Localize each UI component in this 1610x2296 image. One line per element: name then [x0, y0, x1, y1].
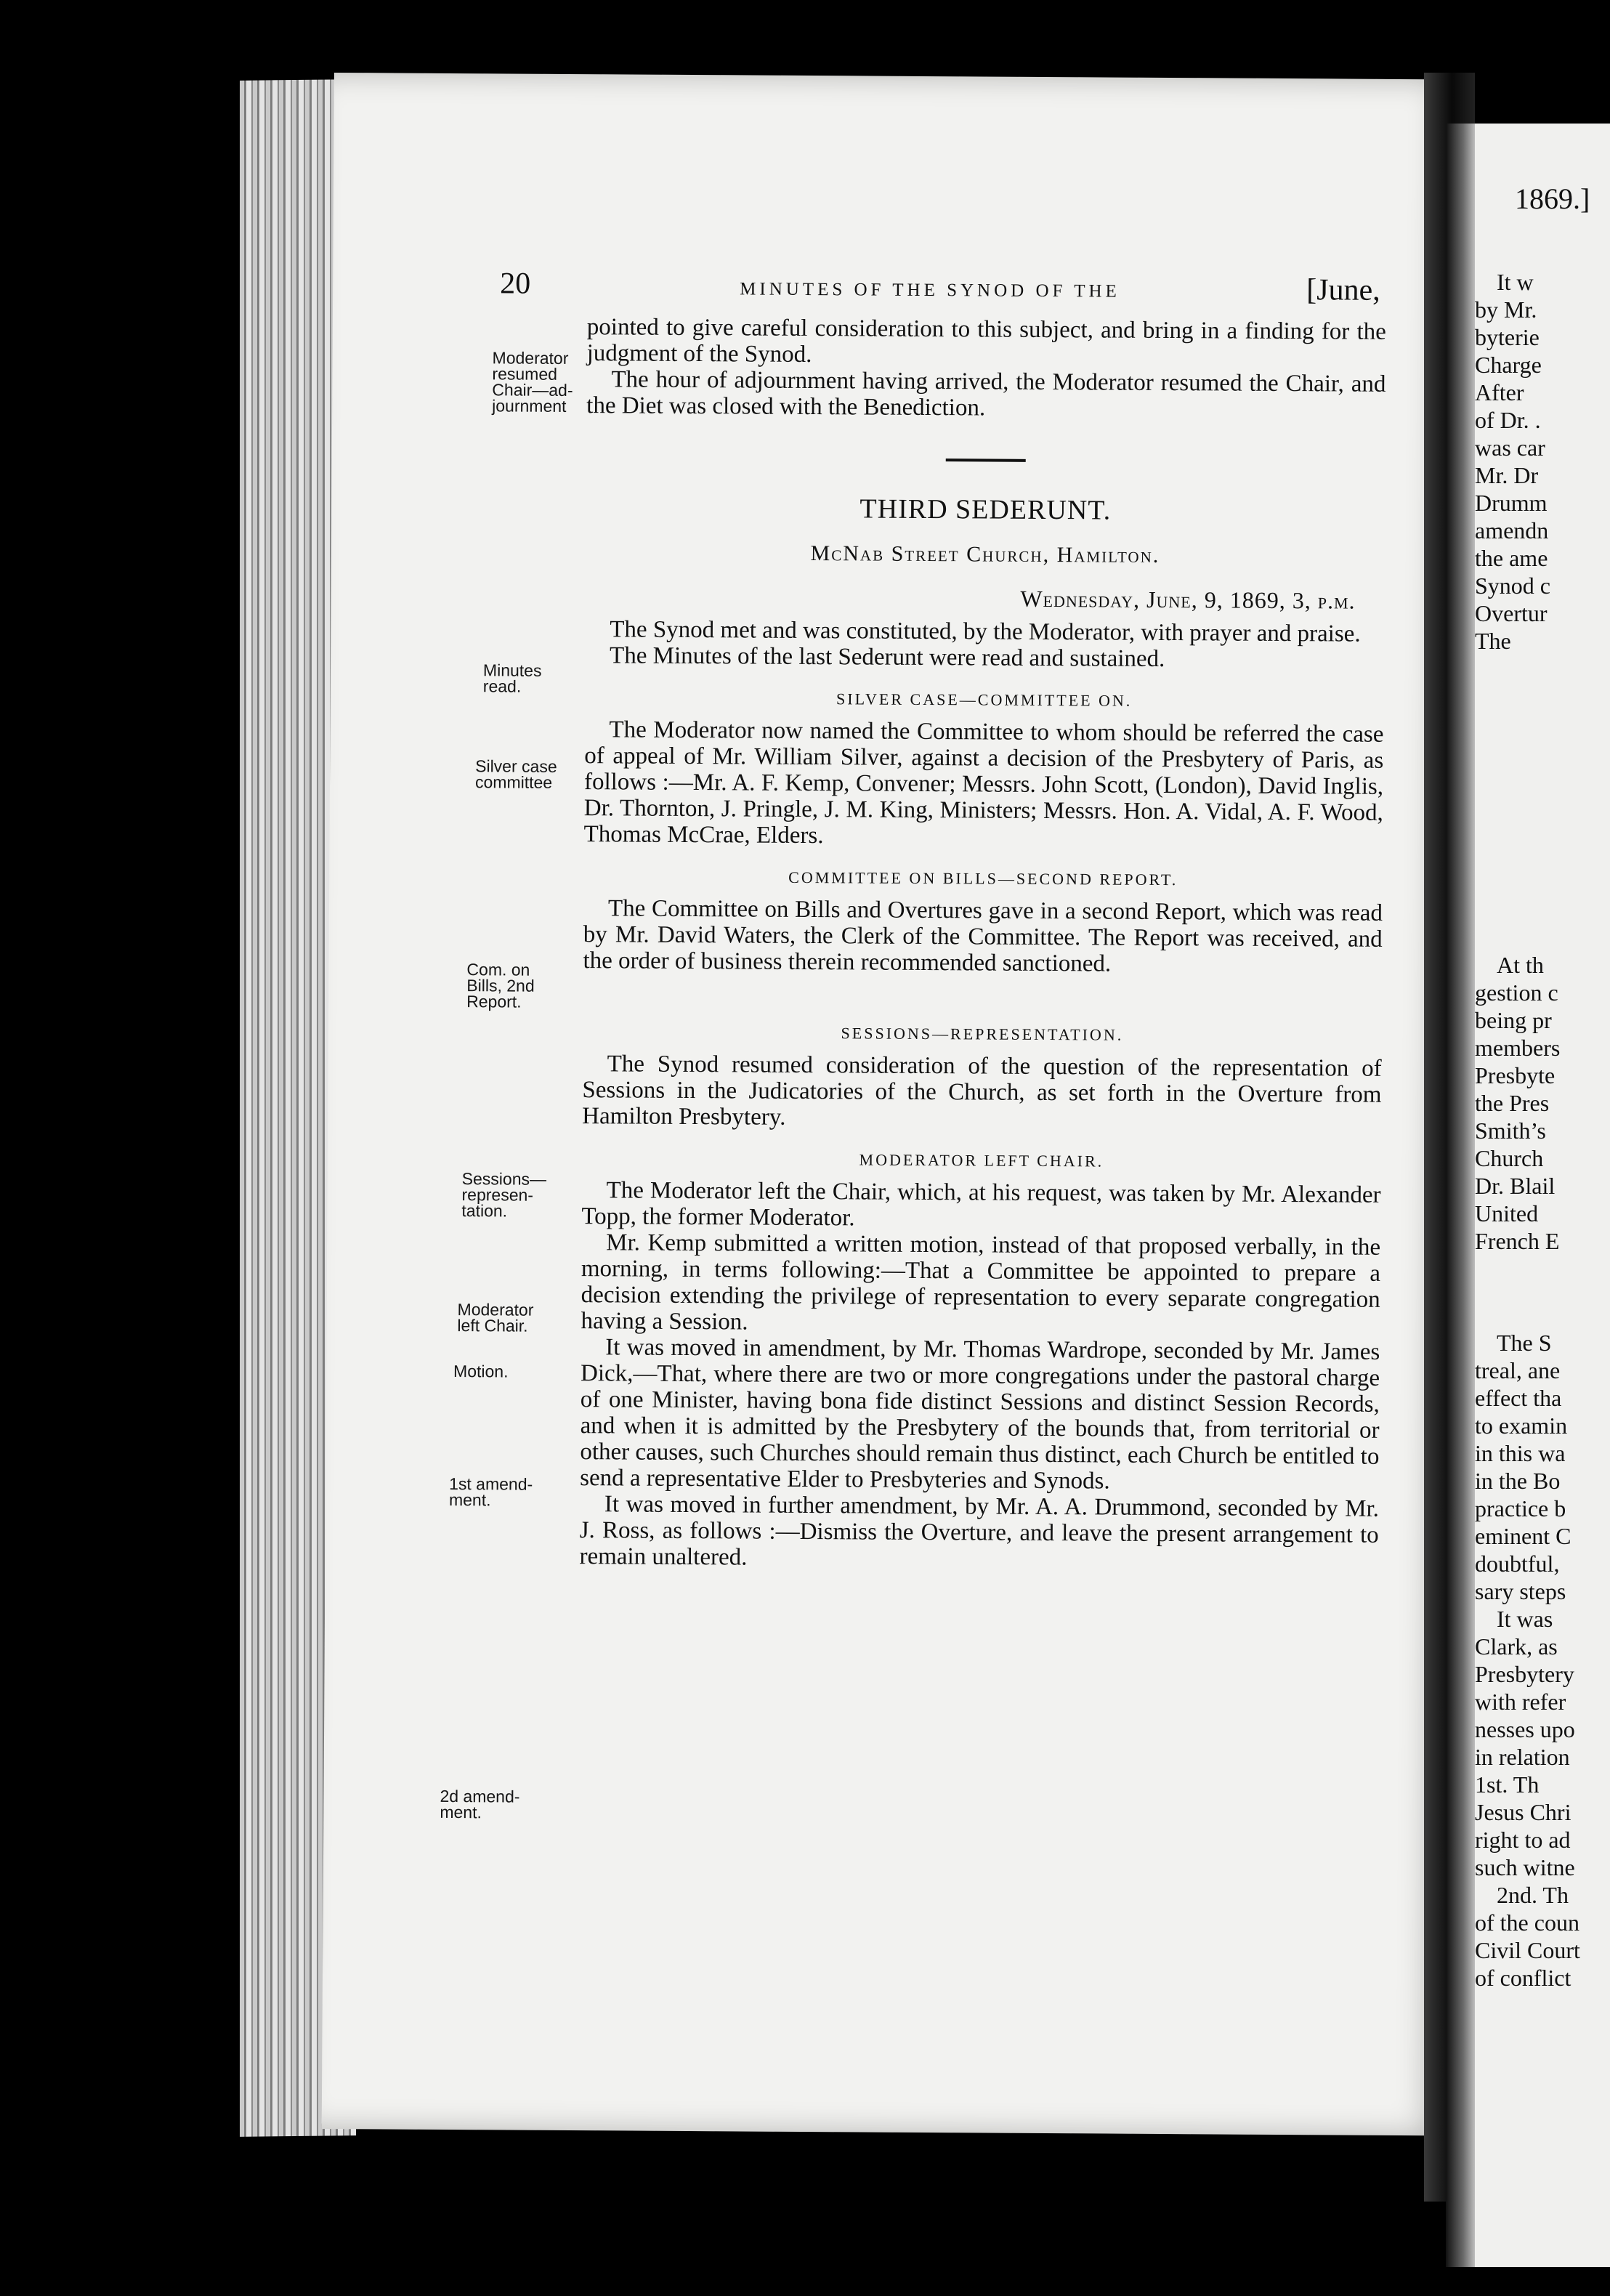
right-page-fragment: The S: [1497, 1330, 1552, 1356]
right-page-fragment: After: [1475, 379, 1524, 405]
adjournment-paragraph: The hour of adjournment having arrived, the Moderator resumed the Chair, and the Diet was closed with the Benediction.: [586, 366, 1386, 421]
right-page-fragment: of conflict: [1475, 1965, 1571, 1991]
right-page: [1475, 124, 1610, 2267]
right-page-fragment: It w: [1497, 269, 1534, 295]
margin-note-sessions: Sessions—represen-tation.: [461, 1169, 547, 1221]
right-page-fragment: 1st. Th: [1475, 1771, 1540, 1798]
right-page-fragment: with refer: [1475, 1689, 1566, 1715]
right-page-fragment: 2nd. Th: [1497, 1882, 1569, 1908]
amendment-2-paragraph: It was moved in further amendment, by Mr. A. A. Drummond, seconded by Mr. J. Ross, as follows :—Dismiss the Overture, and leave the present arrangement to remain unaltered.: [579, 1491, 1380, 1571]
silver-paragraph: The Moderator now named the Committee to whom should be referred the case of appeal of Mr. William Silver, against a decision of the Presbytery of Paris, as follows :—Mr. A. F. Kemp, Convener; Messrs. John Scott, (London), David Inglis, Dr. Thornton, J. Pringle, J. M. King, Ministers; Messrs. Hon. A. Vidal, A. F. Wood, Thomas McCrae, Elders.: [583, 716, 1384, 849]
right-page-fragment: in this wa: [1475, 1440, 1566, 1466]
right-page-fragment: members: [1475, 1035, 1561, 1061]
right-page-fragment: Presbytery: [1475, 1661, 1574, 1687]
right-page-fragment: The: [1475, 628, 1511, 654]
margin-note-silver: Silver case committee: [474, 756, 557, 792]
right-page-fragment: the ame: [1475, 545, 1548, 571]
margin-note-motion: Motion.: [453, 1362, 509, 1381]
motion-paragraph: Mr. Kemp submitted a written motion, instead of that proposed verbally, in the morning, in terms following:—That a Committee be appointed to prepare a decision extending the privilege of representation to every separate congregation having a Session.: [581, 1229, 1381, 1335]
constituted-paragraph: The Synod met and was constituted, by the Moderator, with prayer and praise.: [610, 616, 1361, 647]
right-page-fragment: in relation: [1475, 1744, 1570, 1770]
right-page-fragment: Synod c: [1475, 573, 1550, 599]
running-header: [333, 265, 1386, 315]
right-page-fragment: sary steps: [1475, 1578, 1566, 1604]
section-rule: [946, 458, 1026, 462]
left-page: [322, 73, 1460, 2135]
right-page-fragment: was car: [1475, 434, 1545, 461]
right-page-fragment: being pr: [1475, 1007, 1552, 1033]
bills-paragraph: The Committee on Bills and Overtures gave in a second Report, which was read by Mr. David Waters, the Clerk of the Committee. The Report was received, and the order of business therein recommended sanctioned.: [583, 895, 1383, 977]
moderator-paragraph: The Moderator left the Chair, which, at his request, was taken by Mr. Alexander Topp, the former Moderator.: [581, 1177, 1381, 1232]
minutes-paragraph: The Minutes of the last Sederunt were read and sustained.: [609, 642, 1165, 672]
right-page-fragment: amendn: [1475, 517, 1549, 543]
right-page-fragment: Jesus Chri: [1475, 1799, 1571, 1825]
meeting-date: Wednesday, June, 9, 1869, 3, p.m.: [1020, 585, 1356, 614]
margin-note-moderator: Moderator left Chair.: [457, 1300, 534, 1335]
right-page-fragment: Church: [1475, 1145, 1544, 1171]
right-page-header: 1869.]: [1515, 182, 1590, 215]
right-page-edge: [1446, 124, 1475, 2267]
right-page-fragment: United: [1475, 1200, 1539, 1226]
bills-heading: COMMITTEE ON BILLS—SECOND REPORT.: [788, 868, 1178, 889]
margin-note-bills: Com. on Bills, 2nd Report.: [466, 960, 535, 1011]
right-page-fragment: eminent C: [1475, 1523, 1571, 1549]
right-page-fragment: effect tha: [1475, 1385, 1562, 1411]
right-page-fragment: At th: [1497, 952, 1544, 978]
right-page-fragment: Smith’s: [1475, 1117, 1546, 1144]
right-page-fragment: right to ad: [1475, 1827, 1571, 1853]
right-page-fragment: Charge: [1475, 352, 1542, 378]
right-page-fragment: Overtur: [1475, 600, 1548, 626]
amendment-1-paragraph: It was moved in amendment, by Mr. Thomas Wardrope, seconded by Mr. James Dick,—That, where there are two or more congregations under the pastoral charge of one Minister, having bona fide distinct Sessions and distinct Session Records, and when it is admitted by the Presbytery of the bounds that, from territorial or other causes, such Churches should remain thus distinct, each Church be entitled to send a representative Elder to Presbyteries and Synods.: [580, 1334, 1380, 1495]
sessions-paragraph: The Synod resumed consideration of the question of the representation of Sessions in the Judicatories of the Church, as set forth in the Overture from Hamilton Presbytery.: [582, 1051, 1382, 1131]
running-date: [June,: [1306, 273, 1380, 307]
running-head: MINUTES OF THE SYNOD OF THE: [740, 279, 1120, 302]
right-page-fragment: to examin: [1475, 1412, 1568, 1439]
margin-note-minutes: Minutes read.: [482, 660, 542, 696]
right-page-fragment: such witne: [1475, 1854, 1575, 1880]
right-page-fragment: Clark, as: [1475, 1633, 1558, 1660]
right-page-fragment: gestion c: [1475, 979, 1558, 1006]
sessions-heading: SESSIONS—REPRESENTATION.: [841, 1024, 1124, 1044]
right-page-fragment: Dr. Blail: [1475, 1173, 1556, 1199]
page-body: [579, 314, 1386, 1575]
right-page-fragment: practice b: [1475, 1495, 1566, 1521]
moderator-heading: MODERATOR LEFT CHAIR.: [859, 1150, 1104, 1171]
page-number: 20: [500, 267, 531, 301]
right-page-fragment: Presbyte: [1475, 1062, 1556, 1088]
right-page-fragment: Civil Court: [1475, 1937, 1580, 1963]
right-page-fragment: Drumm: [1475, 490, 1548, 516]
margin-note-amendment-2: 2d amend-ment.: [440, 1786, 520, 1822]
meeting-place: McNab Street Church, Hamilton.: [810, 541, 1160, 567]
right-page-fragment: treal, ane: [1475, 1357, 1561, 1383]
right-page-fragment: the Pres: [1475, 1090, 1550, 1116]
continued-paragraph: pointed to give careful consideration to this subject, and bring in a finding for the judgment of the Synod.: [586, 314, 1386, 368]
right-page-fragment: of the coun: [1475, 1909, 1579, 1936]
right-page-fragment: byterie: [1475, 324, 1540, 350]
silver-heading: SILVER CASE—COMMITTEE ON.: [836, 690, 1133, 710]
margin-note-adjournment: Moderator resumed Chair—ad-journment: [492, 348, 573, 416]
right-page-fragment: by Mr.: [1475, 296, 1537, 323]
right-page-fragment: of Dr. .: [1475, 407, 1541, 433]
right-page-fragment: nesses upo: [1475, 1716, 1575, 1742]
right-page-fragment: doubtful,: [1475, 1551, 1560, 1577]
right-page-fragment: in the Bo: [1475, 1468, 1561, 1494]
sederunt-title: THIRD SEDERUNT.: [859, 493, 1112, 526]
margin-note-amendment-1: 1st amend-ment.: [448, 1474, 533, 1510]
right-page-fragment: French E: [1475, 1228, 1560, 1254]
right-page-fragment: It was: [1497, 1606, 1553, 1632]
right-page-fragment: Mr. Dr: [1475, 462, 1539, 488]
